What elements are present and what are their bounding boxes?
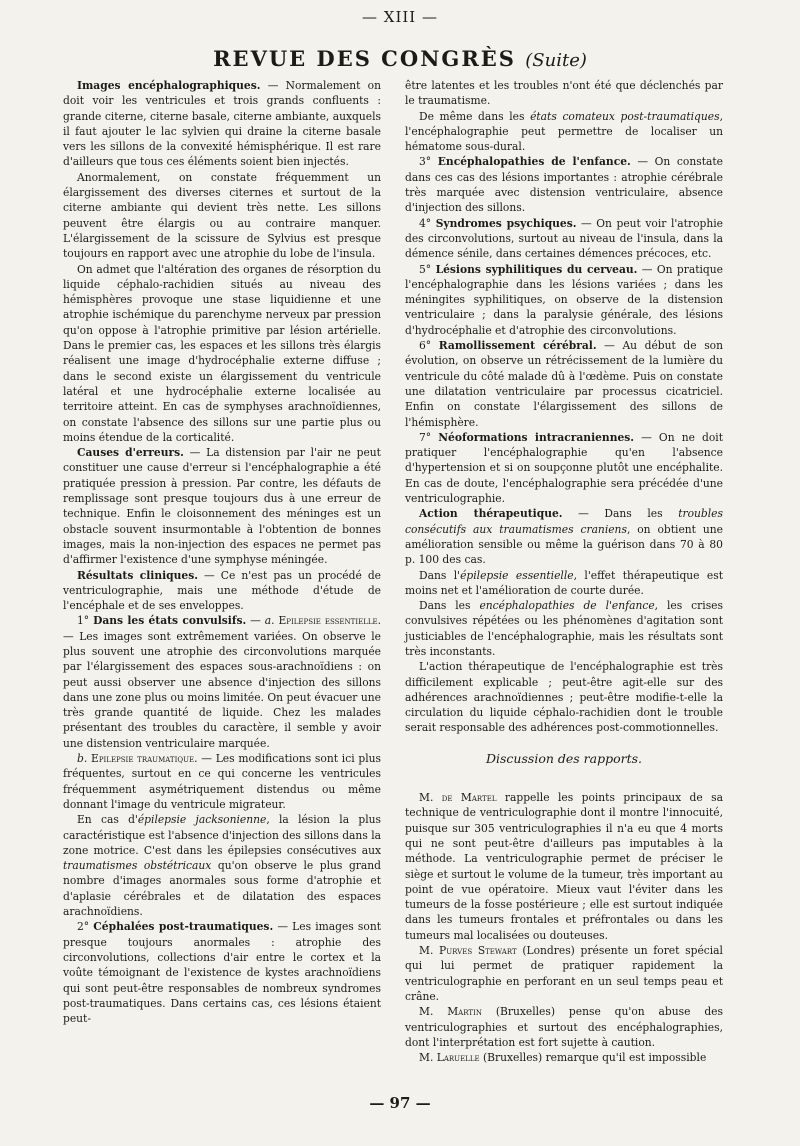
section-heading: Néoformations intracraniennes. <box>438 430 635 444</box>
right-column <box>405 78 723 1065</box>
page-header <box>0 46 800 71</box>
section-heading: Encéphalopathies de l'enfance. <box>437 155 631 169</box>
author-name: de Martel <box>441 791 497 805</box>
section-heading: Action thérapeutique. <box>419 507 563 521</box>
paragraph: M. Purves Stewart (Londres) présente un foret spécial qui lui permet de pratiquer rapidement la ventriculographie en perforant en un seul temps peau et crâne. <box>405 944 723 1003</box>
section-heading: Dans les états convulsifs. <box>93 614 247 628</box>
section-heading: Résultats cliniques. <box>77 568 198 582</box>
paragraph: On admet que l'altération des organes de résorption du liquide céphalo-rachidien situés au niveau des hémisphères provoque une stase liquidienne et une atrophie ischémique du parenchyme nerveux par pression qu'on oppose à l'atrophie primitive par lésion artérielle. Dans le premier cas, les espaces et les sillons très élargis réalisent une image d'hydrocéphalie externe diffuse ; dans le second existe un élargissement du ventricule latéral et une hydrocéphalie externe localisée au territoire atteint. En cas de symphyses arachnoïdiennes, on constate l'absence des sillons sur une partie plus ou moins étendue de la corticalité. <box>63 262 381 444</box>
paragraph: Images encéphalographiques. — Normalement on doit voir les ventricules et trois grands confluents : grande citerne, citerne basale, citerne ambiante, auxquels il faut ajouter le lac sylvien qui draine la citerne basale vers les sillons de la convexité hémisphérique. Il est rare d'ailleurs que tous ces éléments soient bien injectés. <box>63 79 381 169</box>
discussion-heading: Discussion des rapports. <box>486 750 642 766</box>
author-name: Laruelle <box>436 1051 480 1065</box>
left-column <box>63 78 381 1026</box>
section-heading: Céphalées post-traumatiques. <box>93 920 274 934</box>
author-name: Martin <box>447 1005 482 1019</box>
paragraph: 1° Dans les états convulsifs. — a. Epilepsie essentielle. — Les images sont extrêmement variées. On observe le plus souvent une atrophie des circonvolutions marquée par l'élargissement des espaces sous-arachnoïdiens : on peut aussi observer une absence d'injection des sillons dans une zone plus ou moins limitée. On peut évacuer une très grande quantité de liquide. Chez les malades présentant des troubles du caractère, il semble y avoir une distension ventriculaire marquée. <box>63 614 381 750</box>
section-heading: Syndromes psychiques. <box>435 216 577 230</box>
paragraph: Anormalement, on constate fréquemment un élargissement des diverses citernes et surtout de la citerne ambiante qui devient très nette. Les sillons peuvent être élargis ou au contraire manquer. L'élargissement de la scissure de Sylvius est presque toujours en rapport avec une atrophie du lobe de l'insula. <box>63 170 381 261</box>
section-heading: Lésions syphilitiques du cerveau. <box>435 262 638 276</box>
page-number: — 97 — <box>369 1094 431 1112</box>
paragraph: 5° Lésions syphilitiques du cerveau. — On pratique l'encéphalographie dans les lésions variées ; dans les méningites syphilitiques, on observe de la distension ventriculaire ; dans la paralysie générale, des lésions d'hydrocéphalie et d'atrophie des circonvolutions. <box>405 262 723 337</box>
header-title: REVUE DES CONGRÈS <box>213 46 516 71</box>
paragraph: 7° Néoformations intracraniennes. — On ne doit pratiquer l'encéphalographie qu'en l'absence d'hypertension et si on soupçonne plutôt une encéphalite. En cas de doute, l'encéphalographie sera précédée d'une ventriculographie. <box>405 430 723 506</box>
paragraph: b. Epilepsie traumatique. — Les modifications sont ici plus fréquentes, surtout en ce qui concerne les ventricules fréquemment asymétriquement distendus ou même donnant l'image du ventricule migrateur. <box>63 752 381 811</box>
paragraph: 6° Ramollissement cérébral. — Au début de son évolution, on observe un rétrécissement de la lumière du ventricule du côté malade dû à l'œdème. Puis on constate une dilatation ventriculaire par processus cicatriciel. Enfin on constate l'élargissement des sillons de l'hémisphère. <box>405 339 723 429</box>
paragraph: 2° Céphalées post-traumatiques. — Les images sont presque toujours anormales : atrophie des circonvolutions, collections d'air entre le cortex et la voûte témoignant de l'existence de kystes arachnoïdiens qui sont peut-être responsables de nombreux syndromes post-traumatiques. Dans certains cas, ces lésions étaient peut- <box>63 920 382 1026</box>
paragraph: Causes d'erreurs. — La distension par l'air ne peut constituer une cause d'erreur si l'encéphalographie a été pratiquée pression à pression. Par contre, les défauts de remplissage sont presque toujours dus à une erreur de technique. Enfin le cloisonnement des méninges est un obstacle souvent insurmontable à l'obtention de bonnes images, mais la non-injection des espaces ne permet pas d'affirmer l'existence d'une symphyse méningée. <box>63 446 381 567</box>
paragraph: 3° Encéphalopathies de l'enfance. — On constate dans ces cas des lésions importantes : atrophie cérébrale très marquée avec distension ventriculaire, absence d'injection des sillons. <box>405 155 723 215</box>
section-heading: Images encéphalographiques. <box>77 79 261 92</box>
header-suite: (Suite) <box>525 50 587 71</box>
paragraph: Résultats cliniques. — Ce n'est pas un procédé de ventriculographie, mais une méthode d'étude de l'encéphale et de ses enveloppes. <box>63 568 381 613</box>
paragraph: M. de Martel rappelle les points principaux de sa technique de ventriculographie dont il montre l'innocuité, puisque sur 305 ventriculographies il n'a eu que 4 morts qui ne sont peut-être d'ailleurs pas imputables à la méthode. La ventriculographie permet de préciser le siège et surtout le volume de la tumeur, très important au point de vue opératoire. Mieux vaut l'éviter dans les tumeurs de la fosse postérieure ; elle est surtout indiquée dans les tumeurs frontales et préfrontales ou dans les tumeurs mal localisées ou douteuses. <box>405 791 723 942</box>
section-heading: Ramollissement cérébral. <box>438 339 597 353</box>
paragraph: L'action thérapeutique de l'encéphalographie est très difficilement explicable ; peut-être agit-elle sur des adhérences arachnoïdiennes ; peut-être modifie-t-elle la circulation du liquide céphalo-rachidien dont le trouble serait responsable des adhérences post-commotionnelles. <box>405 660 723 735</box>
paragraph: De même dans les états comateux post-traumatiques, l'encéphalographie peut permettre de localiser un hématome sous-dural. <box>405 109 723 154</box>
paragraph: être latentes et les troubles n'ont été que déclenchés par le traumatisme. <box>405 79 723 108</box>
section-heading: Causes d'erreurs. <box>77 446 184 460</box>
paragraph: Dans les encéphalopathies de l'enfance, les crises convulsives répétées ou les phénomènes d'agitation sont justiciables de l'encéphalographie, mais les résultats sont très inconstants. <box>405 599 723 658</box>
paragraph: M. Martin (Bruxelles) pense qu'on abuse des ventriculographies et surtout des encéphalographies, dont l'interprétation est fort sujette à caution. <box>405 1005 723 1049</box>
paragraph: Dans l'épilepsie essentielle, l'effet thérapeutique est moins net et l'amélioration de courte durée. <box>405 568 724 597</box>
author-name: Purves Stewart <box>439 944 517 958</box>
paragraph: Action thérapeutique. — Dans les troubles consécutifs aux traumatismes craniens, on obtient une amélioration sensible ou même la guérison dans 70 à 80 p. 100 des cas. <box>405 507 723 567</box>
paragraph: M. Laruelle (Bruxelles) remarque qu'il est impossible <box>419 1051 707 1065</box>
paragraph: En cas d'épilepsie jacksonienne, la lésion la plus caractéristique est l'absence d'injection des sillons dans la zone motrice. C'est dans les épilepsies consécutives aux traumatismes obstétricaux qu'on observe le plus grand nombre d'images anormales sous forme d'atrophie et d'aplasie cérébrales et de dilatation des espaces arachnoïdiens. <box>63 813 381 919</box>
paragraph: 4° Syndromes psychiques. — On peut voir l'atrophie des circonvolutions, surtout au niveau de l'insula, dans la démence sénile, dans certaines démences précoces, etc. <box>405 216 723 261</box>
roman-page-number: — XIII — <box>362 8 438 26</box>
